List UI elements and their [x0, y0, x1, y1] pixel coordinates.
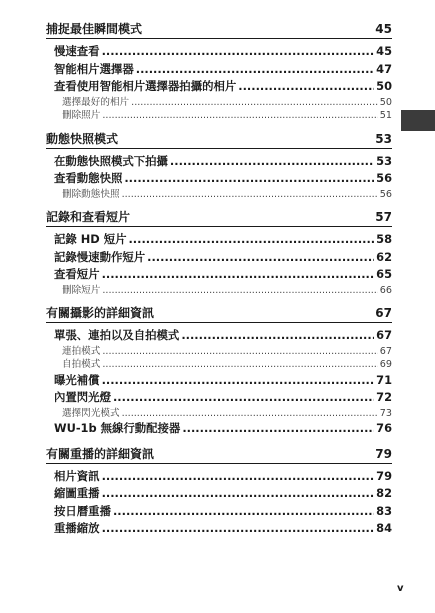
entry-page-number: 50	[376, 79, 392, 93]
entry-title: 按日曆重播	[54, 503, 111, 518]
dot-leader	[113, 389, 374, 407]
toc-entry[interactable]	[54, 231, 392, 249]
dot-leader	[124, 170, 374, 188]
dot-leader	[113, 503, 374, 521]
dot-leader	[238, 78, 374, 96]
toc-entry[interactable]	[54, 153, 392, 171]
dot-leader	[102, 468, 375, 486]
entry-title: 相片資訊	[54, 468, 100, 483]
entry-title: 慢速查看	[54, 44, 100, 58]
entry-page-number: 79	[376, 468, 392, 483]
section-page-number: 57	[375, 210, 392, 224]
entry-title: 選擇閃光模式	[62, 407, 120, 419]
dot-leader	[170, 153, 374, 171]
entry-title: 記錄 HD 短片	[54, 232, 127, 246]
entry-page-number: 47	[376, 61, 392, 76]
toc-entry[interactable]	[54, 327, 392, 345]
entry-page-number: 67	[376, 328, 392, 342]
toc-section	[46, 22, 392, 123]
entry-page-number: 71	[376, 372, 392, 387]
toc-entry[interactable]	[54, 43, 392, 61]
entry-title: 查看短片	[54, 267, 100, 281]
entry-title: 記錄慢速動作短片	[54, 249, 146, 264]
dot-leader	[102, 43, 375, 61]
entry-title: 連拍模式	[62, 345, 101, 357]
entry-page-number: 53	[376, 153, 392, 168]
entry-title: 刪除動態快照	[62, 188, 120, 200]
section-title: 動態快照模式	[46, 131, 119, 146]
entry-page-number: 56	[376, 171, 392, 185]
section-title: 記錄和查看短片	[46, 210, 131, 224]
section-page-number: 45	[375, 22, 392, 36]
section-entries	[46, 39, 392, 123]
dot-leader	[182, 420, 374, 438]
toc-entry[interactable]	[54, 266, 392, 284]
toc-entry[interactable]	[54, 420, 392, 438]
toc-entry[interactable]	[54, 249, 392, 267]
section-entries	[46, 227, 392, 297]
toc-subentry[interactable]	[62, 407, 392, 421]
toc-subentry[interactable]	[62, 358, 392, 372]
section-page-number: 53	[375, 131, 392, 146]
dot-leader	[102, 109, 377, 123]
entry-page-number: 82	[376, 486, 392, 500]
toc-entry[interactable]	[54, 61, 392, 79]
dot-leader	[102, 284, 377, 298]
section-thumb-tab	[401, 110, 435, 131]
toc-entry[interactable]	[54, 520, 392, 538]
dot-leader	[122, 407, 378, 421]
entry-page-number: 66	[379, 284, 392, 296]
toc-entry[interactable]	[54, 503, 392, 521]
toc-section	[46, 447, 392, 538]
entry-title: 重播縮放	[54, 521, 100, 535]
section-heading[interactable]	[46, 306, 392, 323]
entry-title: WU-1b 無線行動配接器	[54, 421, 181, 435]
section-title: 有關攝影的詳細資訊	[46, 306, 155, 320]
entry-title: 智能相片選擇器	[54, 61, 134, 76]
entry-title: 刪除短片	[62, 284, 101, 296]
toc-subentry[interactable]	[62, 109, 392, 123]
section-entries	[46, 464, 392, 538]
dot-leader	[147, 249, 374, 267]
toc-subentry[interactable]	[62, 188, 392, 202]
section-title: 有關重播的詳細資訊	[46, 446, 155, 461]
dot-leader	[122, 188, 378, 202]
section-title: 捕捉最佳瞬間模式	[46, 22, 143, 36]
dot-leader	[102, 345, 377, 359]
section-entries	[46, 323, 392, 438]
section-heading[interactable]	[46, 210, 392, 227]
dot-leader	[181, 327, 374, 345]
toc-entry[interactable]	[54, 468, 392, 486]
entry-title: 在動態快照模式下拍攝	[54, 153, 168, 168]
dot-leader	[131, 96, 378, 110]
section-heading[interactable]	[46, 132, 392, 149]
entry-title: 查看動態快照	[54, 171, 123, 185]
toc-section	[46, 132, 392, 202]
toc-subentry[interactable]	[62, 96, 392, 110]
entry-page-number: 84	[376, 521, 392, 535]
entry-title: 內置閃光燈	[54, 390, 111, 404]
toc-subentry[interactable]	[62, 345, 392, 359]
toc-section	[46, 306, 392, 438]
dot-leader	[128, 231, 374, 249]
section-heading[interactable]	[46, 447, 392, 464]
entry-page-number: 69	[379, 359, 392, 370]
toc-entry[interactable]	[54, 78, 392, 96]
dot-leader	[102, 372, 375, 390]
entry-title: 曝光補償	[54, 372, 100, 387]
entry-title: 單張、連拍以及自拍模式	[54, 328, 180, 342]
entry-title: 查看使用智能相片選擇器拍攝的相片	[54, 79, 237, 93]
entry-page-number: 45	[376, 44, 392, 58]
dot-leader	[102, 266, 375, 284]
entry-page-number: 72	[376, 390, 392, 404]
entry-title: 刪除照片	[62, 110, 101, 121]
toc-entry[interactable]	[54, 485, 392, 503]
section-heading[interactable]	[46, 22, 392, 39]
table-of-contents	[46, 22, 392, 538]
entry-page-number: 65	[376, 267, 392, 281]
entry-page-number: 83	[376, 503, 392, 518]
entry-title: 自拍模式	[62, 359, 101, 370]
page-number: v	[397, 583, 404, 594]
toc-entry[interactable]	[54, 372, 392, 390]
entry-page-number: 50	[379, 96, 392, 108]
section-page-number: 79	[375, 446, 392, 461]
section-page-number: 67	[375, 306, 392, 320]
toc-entry[interactable]	[54, 389, 392, 407]
dot-leader	[102, 358, 377, 372]
dot-leader	[136, 61, 374, 79]
section-entries	[46, 149, 392, 202]
entry-page-number: 76	[376, 421, 392, 435]
dot-leader	[102, 485, 375, 503]
toc-subentry[interactable]	[62, 284, 392, 298]
entry-page-number: 51	[379, 110, 392, 121]
entry-page-number: 73	[379, 407, 392, 419]
dot-leader	[102, 520, 375, 538]
toc-entry[interactable]	[54, 170, 392, 188]
entry-title: 選擇最好的相片	[62, 96, 130, 108]
entry-title: 縮圖重播	[54, 486, 100, 500]
entry-page-number: 56	[379, 188, 392, 200]
toc-section	[46, 210, 392, 297]
entry-page-number: 58	[376, 232, 392, 246]
entry-page-number: 62	[376, 249, 392, 264]
entry-page-number: 67	[379, 345, 392, 357]
